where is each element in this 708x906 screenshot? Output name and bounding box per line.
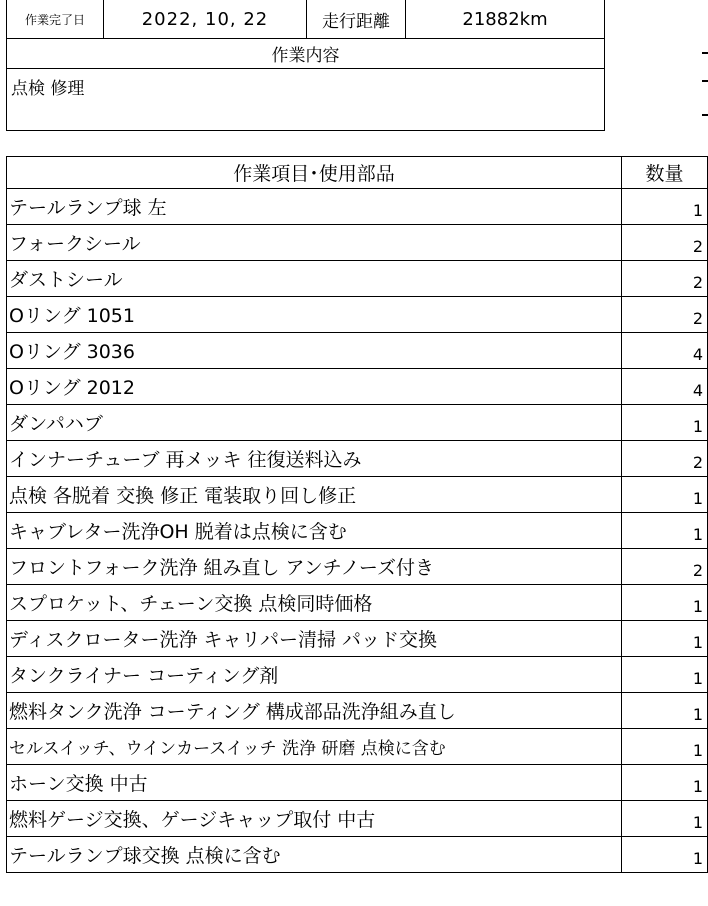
row-item: セルスイッチ、ウインカースイッチ 洗浄 研磨 点検に含む [7, 729, 622, 764]
edge-mark [702, 52, 708, 54]
table-row [7, 261, 708, 297]
row-item: テールランプ球交換 点検に含む [7, 837, 622, 872]
work-info-block [6, 0, 605, 131]
edge-mark [702, 80, 708, 82]
completion-date-label: 作業完了日 [7, 0, 104, 38]
row-qty: 4 [622, 369, 708, 404]
table-row [7, 297, 708, 333]
row-item: Oリング 1051 [7, 297, 622, 332]
row-qty: 2 [622, 225, 708, 260]
row-qty: 4 [622, 333, 708, 368]
table-row [7, 657, 708, 693]
row-qty: 1 [622, 585, 708, 620]
table-row [7, 729, 708, 765]
table-row [7, 405, 708, 441]
row-item: 燃料タンク洗浄 コーティング 構成部品洗浄組み直し [7, 693, 622, 728]
header-item: 作業項目･使用部品 [7, 157, 622, 188]
table-row [7, 837, 708, 873]
row-item: ホーン交換 中古 [7, 765, 622, 800]
row-qty: 2 [622, 441, 708, 476]
row-item: タンクライナー コーティング剤 [7, 657, 622, 692]
table-row [7, 801, 708, 837]
row-qty: 1 [622, 693, 708, 728]
row-item: 燃料ゲージ交換、ゲージキャップ取付 中古 [7, 801, 622, 836]
row-qty: 1 [622, 765, 708, 800]
row-qty: 2 [622, 549, 708, 584]
table-row [7, 189, 708, 225]
row-item: ディスクローター洗浄 キャリパー清掃 パッド交換 [7, 621, 622, 656]
row-qty: 1 [622, 801, 708, 836]
table-row [7, 549, 708, 585]
table-row [7, 693, 708, 729]
mileage-value: 21882km [462, 8, 548, 30]
row-qty: 1 [622, 513, 708, 548]
row-item: フロントフォーク洗浄 組み直し アンチノーズ付き [7, 549, 622, 584]
row-item: スプロケット、チェーン交換 点検同時価格 [7, 585, 622, 620]
table-row [7, 477, 708, 513]
table-row [7, 333, 708, 369]
row-qty: 1 [622, 477, 708, 512]
row-qty: 1 [622, 657, 708, 692]
row-item: ダンパハブ [7, 405, 622, 440]
row-qty: 2 [622, 297, 708, 332]
edge-mark [702, 114, 708, 116]
mileage-label: 走行距離 [307, 0, 406, 38]
parts-table [6, 156, 708, 873]
row-qty: 1 [622, 405, 708, 440]
table-row [7, 369, 708, 405]
row-item: キャブレター洗浄OH 脱着は点検に含む [7, 513, 622, 548]
table-row [7, 225, 708, 261]
header-qty: 数量 [622, 157, 708, 188]
work-info-row [7, 0, 604, 39]
row-item: Oリング 2012 [7, 369, 622, 404]
row-item: インナーチューブ 再メッキ 往復送料込み [7, 441, 622, 476]
row-item: フォークシール [7, 225, 622, 260]
completion-date-value: 2022, 10, 22 [104, 0, 307, 38]
work-content-value: 点検 修理 [11, 79, 85, 99]
row-qty: 1 [622, 621, 708, 656]
row-qty: 1 [622, 189, 708, 224]
row-item: ダストシール [7, 261, 622, 296]
row-item: Oリング 3036 [7, 333, 622, 368]
row-item: テールランプ球 左 [7, 189, 622, 224]
table-header-row [7, 157, 708, 189]
table-row [7, 621, 708, 657]
row-qty: 1 [622, 729, 708, 764]
row-item: 点検 各脱着 交換 修正 電装取り回し修正 [7, 477, 622, 512]
table-row [7, 441, 708, 477]
row-qty: 2 [622, 261, 708, 296]
work-content-label: 作業内容 [7, 38, 604, 69]
table-row [7, 513, 708, 549]
table-row [7, 765, 708, 801]
table-row [7, 585, 708, 621]
row-qty: 1 [622, 837, 708, 872]
